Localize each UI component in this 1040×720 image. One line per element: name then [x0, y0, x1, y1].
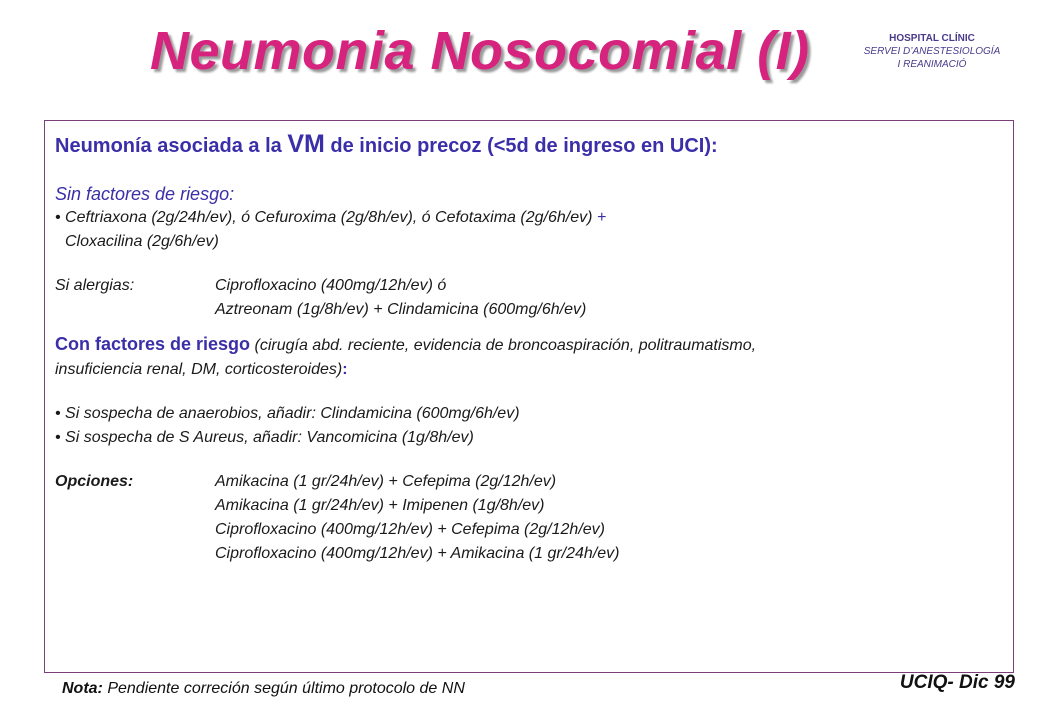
- heading-post: de inicio precoz (<5d de ingreso en UCI):: [324, 135, 718, 157]
- content-body: [55, 124, 1015, 566]
- page-title: Neumonia Nosocomial (I): [150, 21, 810, 81]
- sin-factores-heading: [55, 182, 1015, 206]
- heading-vm: VM: [287, 130, 325, 158]
- opciones-row: [55, 470, 1015, 494]
- opcion-1: Amikacina (1 gr/24h/ev) + Cefepima (2g/12h/ev): [215, 473, 557, 490]
- hospital-name: HOSPITAL CLÍNIC: [889, 33, 975, 44]
- sin-factores-bullet-text: • Ceftriaxona (2g/24h/ev), ó Cefuroxima (2g/8h/ev), ó Cefotaxima (2g/6h/ev): [55, 209, 597, 226]
- sin-factores-cont: Cloxacilina (2g/6h/ev): [65, 233, 219, 250]
- alergias-line2: Aztreonam (1g/8h/ev) + Clindamicina (600mg/6h/ev): [215, 301, 587, 318]
- bullet-aureus: • Si sospecha de S Aureus, añadir: Vancomicina (1g/8h/ev): [55, 429, 474, 446]
- footer-code: UCIQ- Dic 99: [899, 672, 1015, 693]
- opciones-row-4: [55, 542, 1015, 566]
- sin-factores-label: Sin factores de riesgo: [55, 184, 230, 204]
- sin-factores-bullet: [55, 206, 1015, 230]
- con-factores-line2: [55, 358, 1015, 382]
- con-factores-detail1: (cirugía abd. reciente, evidencia de broncoaspiración, politraumatismo,: [250, 337, 757, 354]
- bullet-anaerobios: • Si sospecha de anaerobios, añadir: Clindamicina (600mg/6h/ev): [55, 405, 520, 422]
- opciones-row-2: [55, 494, 1015, 518]
- footer-note: [62, 680, 465, 698]
- alergias-label: Si alergias:: [55, 277, 135, 294]
- alergias-row-2: [55, 298, 1015, 322]
- sin-factores-colon: :: [229, 184, 235, 204]
- opcion-3: Ciprofloxacino (400mg/12h/ev) + Cefepima (2g/12h/ev): [215, 521, 605, 538]
- opciones-label: Opciones:: [55, 473, 134, 490]
- footer-note-label: Nota:: [62, 680, 103, 697]
- alergias-row: [55, 274, 1015, 298]
- hospital-header: [832, 32, 1032, 71]
- con-factores-detail2: insuficiencia renal, DM, corticosteroides): [55, 361, 343, 378]
- department-name: SERVEI D’ANESTESIOLOGÍA: [863, 46, 1001, 57]
- footer-note-text: Pendiente correción según último protocolo de NN: [102, 680, 465, 697]
- heading-pre: Neumonía asociada a la: [55, 135, 288, 157]
- section-heading: [55, 128, 1015, 162]
- opcion-2: Amikacina (1 gr/24h/ev) + Imipenen (1g/8h/ev): [215, 497, 545, 514]
- alergias-line1: Ciprofloxacino (400mg/12h/ev) ó: [215, 277, 447, 294]
- opcion-4: Ciprofloxacino (400mg/12h/ev) + Amikacina (1 gr/24h/ev): [215, 545, 620, 562]
- con-factores-label: Con factores de riesgo: [55, 334, 251, 354]
- con-factores-line: [55, 332, 1015, 358]
- con-factores-colon: :: [342, 361, 348, 378]
- sin-factores-plus: +: [596, 209, 607, 226]
- opciones-row-3: [55, 518, 1015, 542]
- department-subname: I REANIMACIÓ: [897, 59, 967, 70]
